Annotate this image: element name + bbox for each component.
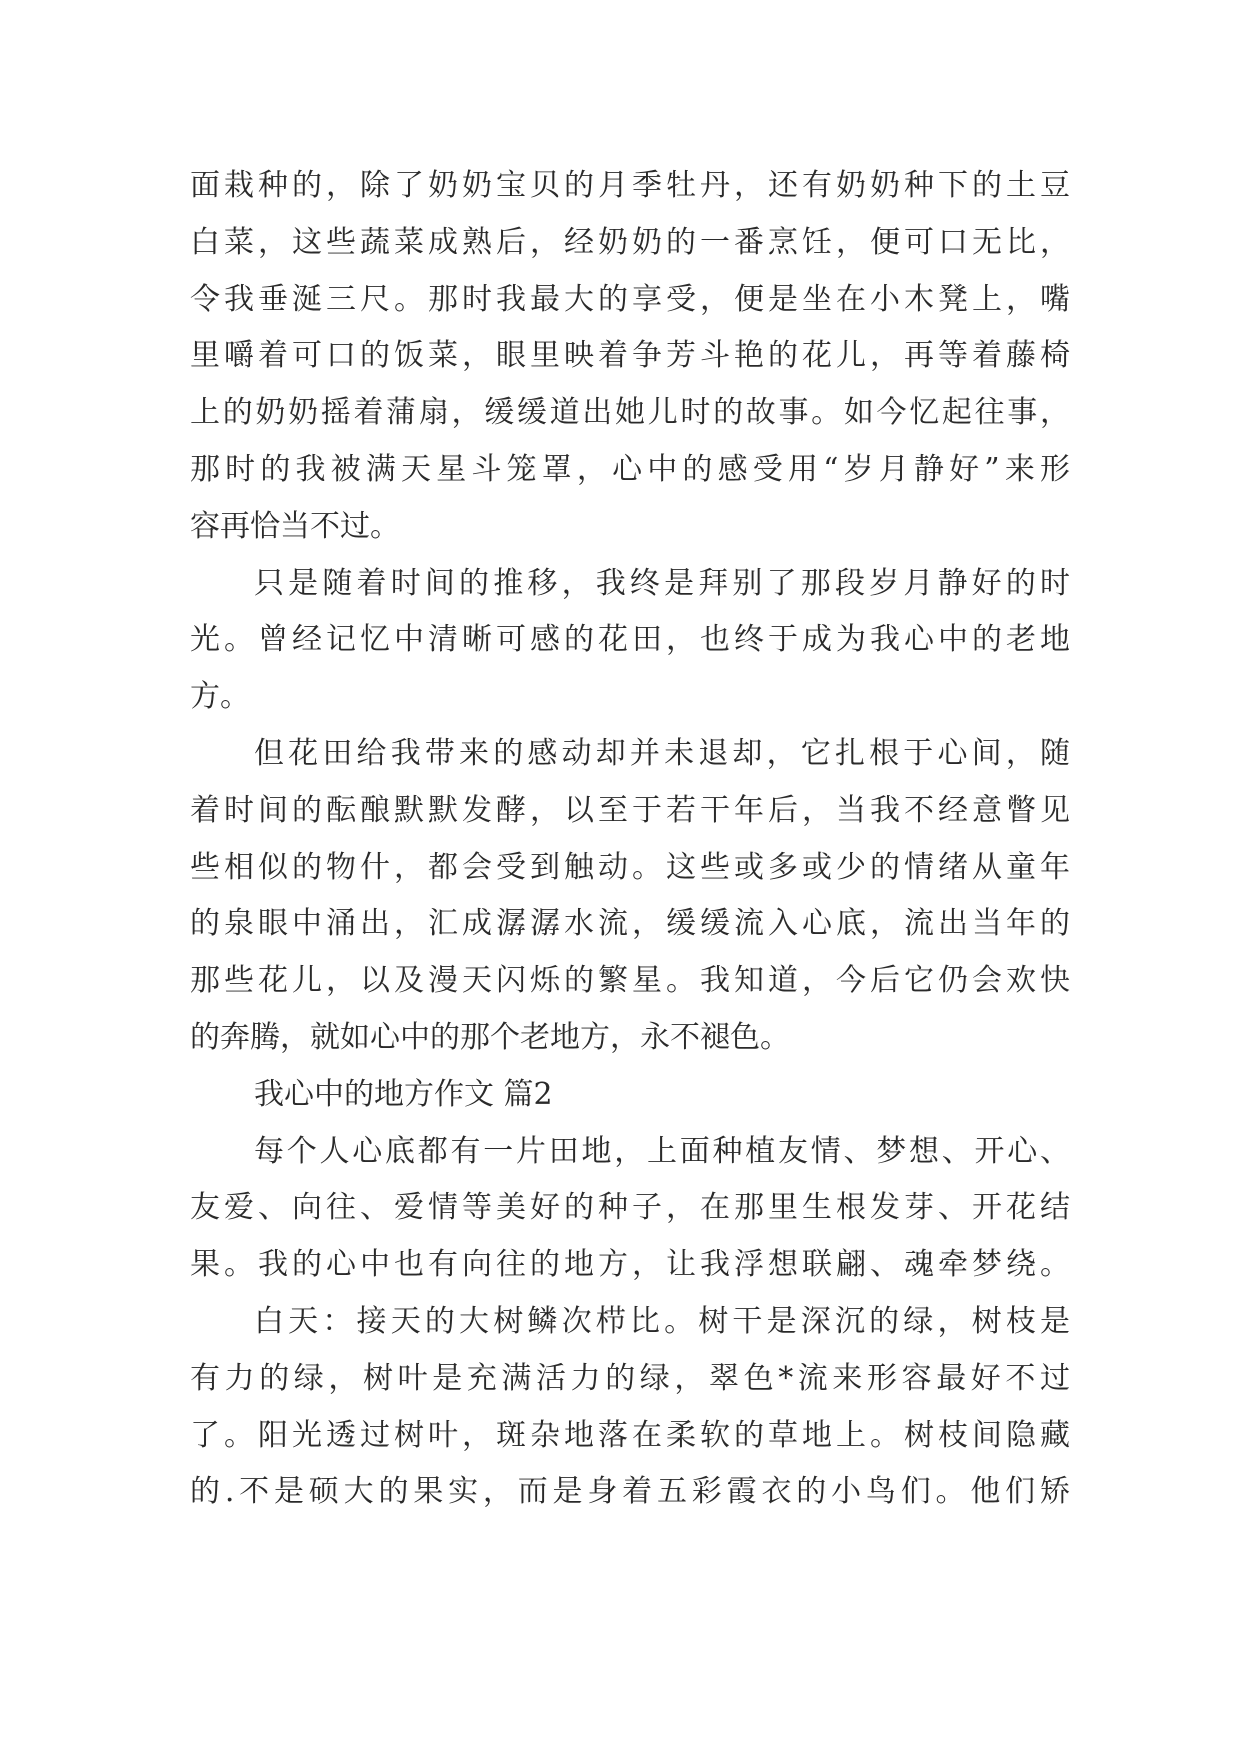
text-line: 那时的我被满天星斗笼罩，心中的感受用“岁月静好”来形 bbox=[190, 451, 1070, 487]
text-line: 每个人心底都有一片田地，上面种植友情、梦想、开心、 bbox=[254, 1133, 1070, 1169]
text-line: 面栽种的，除了奶奶宝贝的月季牡丹，还有奶奶种下的土豆 bbox=[190, 168, 1070, 203]
text-line: 的.不是硕大的果实，而是身着五彩霞衣的小鸟们。他们矫 bbox=[190, 1474, 1070, 1510]
section-heading: 我心中的地方作文 篇2 bbox=[254, 1076, 553, 1112]
text-line: 那些花儿，以及漫天闪烁的繁星。我知道，今后它仍会欢快 bbox=[190, 963, 1070, 999]
article-body bbox=[190, 158, 1070, 1521]
text-line: 友爱、向往、爱情等美好的种子，在那里生根发芽、开花结 bbox=[190, 1190, 1070, 1226]
text-line: 但花田给我带来的感动却并未退却，它扎根于心间，随 bbox=[254, 735, 1070, 771]
text-line: 令我垂涎三尺。那时我最大的享受，便是坐在小木凳上，嘴 bbox=[190, 281, 1070, 317]
text-line: 只是随着时间的推移，我终是拜别了那段岁月静好的时 bbox=[254, 565, 1070, 601]
text-line: 容再恰当不过。 bbox=[190, 508, 400, 544]
text-line: 了。阳光透过树叶，斑杂地落在柔软的草地上。树枝间隐藏 bbox=[190, 1417, 1070, 1453]
text-line: 果。我的心中也有向往的地方，让我浮想联翩、魂牵梦绕。 bbox=[190, 1247, 1070, 1283]
text-line: 里嚼着可口的饭菜，眼里映着争芳斗艳的花儿，再等着藤椅 bbox=[190, 338, 1070, 374]
text-line: 的泉眼中涌出，汇成潺潺水流，缓缓流入心底，流出当年的 bbox=[190, 906, 1070, 942]
text-line: 有力的绿，树叶是充满活力的绿，翠色*流来形容最好不过 bbox=[190, 1360, 1070, 1396]
text-line: 些相似的物什，都会受到触动。这些或多或少的情绪从童年 bbox=[190, 849, 1070, 885]
text-line: 上的奶奶摇着蒲扇，缓缓道出她儿时的故事。如今忆起往事， bbox=[190, 395, 1070, 431]
text-line: 的奔腾，就如心中的那个老地方，永不褪色。 bbox=[190, 1019, 790, 1055]
text-line: 白菜，这些蔬菜成熟后，经奶奶的一番烹饪，便可口无比， bbox=[190, 224, 1070, 260]
text-line: 光。曾经记忆中清晰可感的花田，也终于成为我心中的老地 bbox=[190, 622, 1070, 658]
text-line: 方。 bbox=[190, 679, 250, 715]
text-line: 白天：接天的大树鳞次栉比。树干是深沉的绿，树枝是 bbox=[254, 1303, 1070, 1339]
text-line: 着时间的酝酿默默发酵，以至于若干年后，当我不经意瞥见 bbox=[190, 792, 1070, 828]
